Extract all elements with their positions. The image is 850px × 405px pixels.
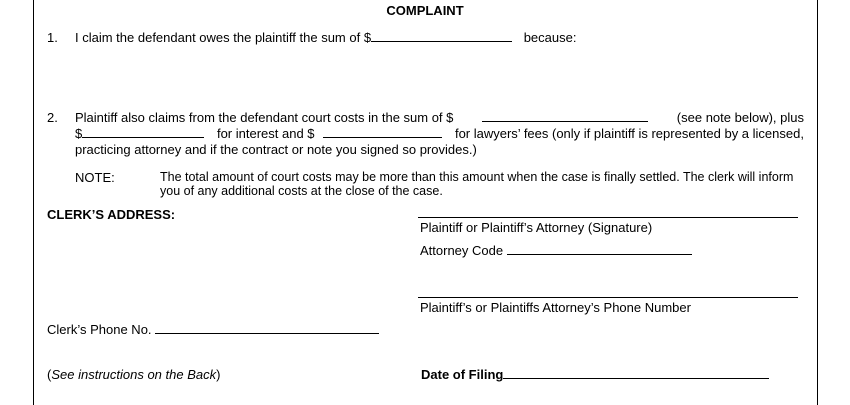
clerks-phone-line — [47, 322, 379, 337]
lawyers-fees-text: for lawyers’ fees (only if plaintiff is represented by a licensed, — [454, 126, 804, 141]
signature-line[interactable] — [418, 217, 798, 218]
clerks-phone-label: Clerk’s Phone No. — [47, 322, 152, 337]
item2-line1-tail: (see note below), plus — [676, 110, 804, 125]
claim-amount-field[interactable] — [371, 30, 512, 42]
interest-text: for interest and $ — [216, 126, 315, 141]
item1-because: because: — [523, 30, 577, 45]
item2-paragraph — [75, 110, 804, 158]
instructions-text: See instructions on the Back — [51, 367, 217, 382]
instructions-note — [47, 367, 220, 382]
attorney-code-label: Attorney Code — [420, 243, 504, 258]
item1-number: 1. — [47, 30, 58, 45]
signature-label: Plaintiff or Plaintiff’s Attorney (Signature) — [420, 220, 653, 235]
phone-line[interactable] — [418, 297, 798, 298]
interest-field[interactable] — [82, 126, 204, 138]
item1-text: I claim the defendant owes the plaintiff the sum of $ — [75, 30, 372, 45]
left-border — [33, 0, 34, 405]
item2-line3: practicing attorney and if the contract or note you signed so provides.) — [75, 142, 477, 157]
court-costs-field[interactable] — [482, 110, 648, 122]
lawyers-fees-field[interactable] — [323, 126, 442, 138]
item1-line — [75, 30, 576, 45]
paren-open: ( — [47, 367, 52, 382]
attorney-code-line — [420, 243, 692, 258]
note-text: The total amount of court costs may be more than this amount when the case is finally settled. The clerk will inform you of any additional costs at the close of the case. — [160, 170, 794, 198]
item2-number: 2. — [47, 110, 58, 125]
note-label: NOTE: — [75, 170, 115, 185]
attorney-code-field[interactable] — [507, 243, 692, 255]
phone-label: Plaintiff’s or Plaintiffs Attorney’s Phone Number — [420, 300, 691, 315]
date-of-filing-line — [421, 367, 769, 382]
form-title: COMPLAINT — [386, 3, 464, 18]
clerks-phone-field[interactable] — [155, 322, 379, 334]
item2-line1-text: Plaintiff also claims from the defendant court costs in the sum of $ — [75, 110, 454, 125]
paren-close: ) — [216, 367, 221, 382]
clerks-address-label: CLERK’S ADDRESS: — [47, 207, 176, 222]
dollar-sign: $ — [75, 126, 83, 141]
date-of-filing-label: Date of Filing — [421, 367, 504, 382]
date-of-filing-field[interactable] — [503, 367, 769, 379]
right-border — [817, 0, 818, 405]
